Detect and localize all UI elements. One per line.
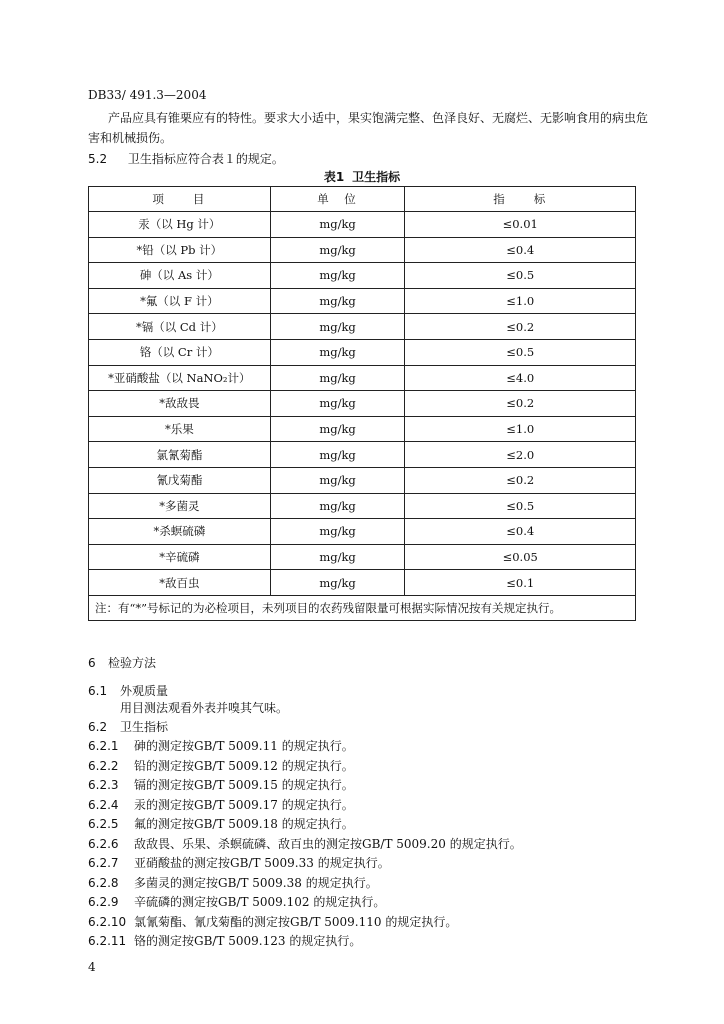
method-number: 6.2.6 <box>88 836 119 851</box>
method-number: 6.2.7 <box>88 856 119 870</box>
method-number: 6.2.2 <box>88 758 119 773</box>
list-item <box>88 737 648 757</box>
cell-unit: mg/kg <box>270 314 405 340</box>
cell-item: *辛硫磷 <box>89 544 271 570</box>
method-number: 6.2.10 <box>88 914 127 929</box>
table-row <box>89 416 636 442</box>
section-6-2-heading <box>88 718 168 735</box>
table-row <box>89 212 636 238</box>
section-6-1-heading <box>88 682 168 699</box>
section-number: 6 <box>88 656 96 670</box>
cell-limit: ≤4.0 <box>405 365 636 391</box>
cell-item: *氟（以 F 计） <box>89 288 271 314</box>
table-row <box>89 544 636 570</box>
cell-item: *敌百虫 <box>89 570 271 596</box>
section-number: 6.2 <box>88 720 108 734</box>
header-limit: 指 标 <box>405 187 636 212</box>
list-item <box>88 874 648 894</box>
cell-limit: ≤1.0 <box>405 288 636 314</box>
section-title: 卫生指标 <box>120 720 169 734</box>
cell-unit: mg/kg <box>270 544 405 570</box>
method-text: 镉的测定按GB/T 5009.15 的规定执行。 <box>134 778 354 792</box>
cell-item: *敌敌畏 <box>89 391 271 417</box>
table-header-row <box>89 187 636 212</box>
section-title: 外观质量 <box>120 684 169 698</box>
clause-text: 卫生指标应符合表１的规定。 <box>127 152 284 166</box>
cell-limit: ≤0.1 <box>405 570 636 596</box>
table-row <box>89 570 636 596</box>
cell-limit: ≤0.5 <box>405 339 636 365</box>
table-row <box>89 314 636 340</box>
cell-item: 氰戊菊酯 <box>89 467 271 493</box>
method-number: 6.2.5 <box>88 817 119 831</box>
list-item <box>88 854 648 874</box>
cell-item: *多菌灵 <box>89 493 271 519</box>
method-number: 6.2.3 <box>88 778 119 792</box>
method-text: 辛硫磷的测定按GB/T 5009.102 的规定执行。 <box>134 895 386 909</box>
method-text: 多菌灵的测定按GB/T 5009.38 的规定执行。 <box>134 875 378 890</box>
test-method-list <box>88 737 648 952</box>
cell-unit: mg/kg <box>270 212 405 238</box>
method-text: 砷的测定按GB/T 5009.11 的规定执行。 <box>134 739 354 753</box>
list-item <box>88 796 648 816</box>
cell-item: *乐果 <box>89 416 271 442</box>
cell-limit: ≤0.5 <box>405 263 636 289</box>
cell-limit: ≤0.4 <box>405 519 636 545</box>
method-text: 铅的测定按GB/T 5009.12 的规定执行。 <box>134 758 354 773</box>
cell-item: *镉（以 Cd 计） <box>89 314 271 340</box>
table-caption-title: 卫生指标 <box>352 170 401 184</box>
cell-limit: ≤0.01 <box>405 212 636 238</box>
table-row <box>89 339 636 365</box>
cell-item: 铬（以 Cr 计） <box>89 339 271 365</box>
hygiene-indicator-table <box>88 186 636 621</box>
cell-unit: mg/kg <box>270 237 405 263</box>
cell-limit: ≤1.0 <box>405 416 636 442</box>
list-item <box>88 932 648 952</box>
table-note: 注：有“*”号标记的为必检项目，未列项目的农药残留限量可根据实际情况按有关规定执行。 <box>89 595 636 620</box>
list-item <box>88 893 648 913</box>
table-row <box>89 237 636 263</box>
method-number: 6.2.4 <box>88 797 119 812</box>
cell-unit: mg/kg <box>270 391 405 417</box>
clause-number: 5.2 <box>88 152 108 166</box>
table-row <box>89 391 636 417</box>
cell-unit: mg/kg <box>270 442 405 468</box>
table-caption <box>88 168 636 185</box>
clause-5-2 <box>88 150 284 167</box>
standard-number: DB33/ 491.3—2004 <box>88 88 207 102</box>
list-item <box>88 835 648 855</box>
cell-unit: mg/kg <box>270 288 405 314</box>
cell-unit: mg/kg <box>270 416 405 442</box>
method-text: 氟的测定按GB/T 5009.18 的规定执行。 <box>134 817 354 831</box>
section-6-heading <box>88 654 156 671</box>
method-text: 氯氰菊酯、氰戊菊酯的测定按GB/T 5009.110 的规定执行。 <box>134 914 458 929</box>
cell-limit: ≤0.4 <box>405 237 636 263</box>
section-6-1-text: 用目测法观看外表并嗅其气味。 <box>120 701 289 715</box>
cell-unit: mg/kg <box>270 519 405 545</box>
cell-limit: ≤0.05 <box>405 544 636 570</box>
cell-unit: mg/kg <box>270 339 405 365</box>
page-number: 4 <box>88 960 96 974</box>
method-number: 6.2.9 <box>88 895 119 909</box>
table-row <box>89 442 636 468</box>
cell-item: *铅（以 Pb 计） <box>89 237 271 263</box>
cell-unit: mg/kg <box>270 467 405 493</box>
cell-limit: ≤0.5 <box>405 493 636 519</box>
intro-paragraph: 产品应具有锥栗应有的特性。要求大小适中，果实饱满完整、色泽良好、无腐烂、无影响食用的病虫危害和机械损伤。 <box>88 111 649 145</box>
method-number: 6.2.1 <box>88 739 119 753</box>
method-number: 6.2.11 <box>88 934 127 948</box>
section-number: 6.1 <box>88 684 108 698</box>
table-note-row <box>89 595 636 620</box>
header-item: 项 目 <box>89 187 271 212</box>
cell-item: *亚硝酸盐（以 NaNO₂计） <box>89 365 271 391</box>
table-caption-number: 表1 <box>323 170 345 184</box>
method-text: 铬的测定按GB/T 5009.123 的规定执行。 <box>134 934 362 948</box>
table-row <box>89 288 636 314</box>
method-number: 6.2.8 <box>88 875 119 890</box>
table-row <box>89 493 636 519</box>
method-text: 亚硝酸盐的测定按GB/T 5009.33 的规定执行。 <box>134 856 390 870</box>
cell-limit: ≤0.2 <box>405 467 636 493</box>
cell-unit: mg/kg <box>270 493 405 519</box>
table-row <box>89 263 636 289</box>
section-title: 检验方法 <box>108 656 157 670</box>
list-item <box>88 776 648 796</box>
cell-limit: ≤0.2 <box>405 314 636 340</box>
cell-limit: ≤2.0 <box>405 442 636 468</box>
list-item <box>88 815 648 835</box>
header-unit: 单 位 <box>270 187 405 212</box>
method-text: 敌敌畏、乐果、杀螟硫磷、敌百虫的测定按GB/T 5009.20 的规定执行。 <box>134 836 522 851</box>
list-item <box>88 757 648 777</box>
cell-item: 汞（以 Hg 计） <box>89 212 271 238</box>
cell-item: 氯氰菊酯 <box>89 442 271 468</box>
table-body <box>89 212 636 596</box>
method-text: 汞的测定按GB/T 5009.17 的规定执行。 <box>134 797 354 812</box>
cell-limit: ≤0.2 <box>405 391 636 417</box>
cell-unit: mg/kg <box>270 263 405 289</box>
table-row <box>89 519 636 545</box>
list-item <box>88 913 648 933</box>
cell-item: 砷（以 As 计） <box>89 263 271 289</box>
table-row <box>89 467 636 493</box>
cell-unit: mg/kg <box>270 365 405 391</box>
table-row <box>89 365 636 391</box>
cell-unit: mg/kg <box>270 570 405 596</box>
cell-item: *杀螟硫磷 <box>89 519 271 545</box>
